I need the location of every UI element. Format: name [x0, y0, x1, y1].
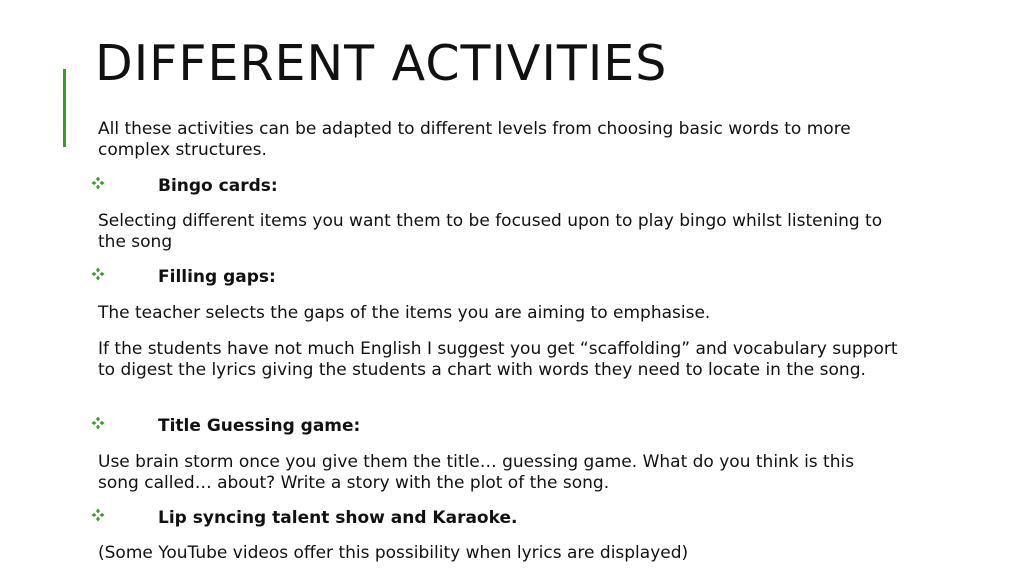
bullet-heading: Title Guessing game:: [158, 416, 361, 436]
bullet-item-lip-syncing: [0, 508, 1024, 530]
bingo-description: Selecting different items you want them to be focused upon to play bingo whilst listening to the song: [98, 211, 883, 252]
filling-gaps-description: The teacher selects the gaps of the items you are aiming to emphasise.: [98, 303, 711, 323]
four-diamond-bullet-icon: [91, 267, 105, 281]
bullet-item-filling-gaps: [0, 267, 1024, 289]
bullet-heading: Filling gaps:: [158, 267, 276, 287]
bullet-item-title-guessing: [0, 416, 1024, 438]
four-diamond-bullet-icon: [91, 176, 105, 190]
four-diamond-bullet-icon: [91, 508, 105, 522]
four-diamond-bullet-icon: [91, 416, 105, 430]
bullet-item-bingo: [0, 176, 1024, 198]
lip-syncing-description: (Some YouTube videos offer this possibility when lyrics are displayed): [98, 543, 689, 563]
bullet-heading: Lip syncing talent show and Karaoke.: [158, 508, 518, 528]
title-guessing-description: Use brain storm once you give them the title… guessing game. What do you think is this song called… about? Write a story with the plot of the song.: [98, 452, 855, 493]
filling-gaps-note: If the students have not much English I suggest you get “scaffolding” and vocabulary support to digest the lyrics giving the students a chart with words they need to locate in the song.: [98, 339, 898, 380]
intro-text: All these activities can be adapted to different levels from choosing basic words to more complex structures.: [98, 119, 851, 160]
bullet-heading: Bingo cards:: [158, 176, 278, 196]
slide-title: DIFFERENT ACTIVITIES: [95, 35, 668, 92]
